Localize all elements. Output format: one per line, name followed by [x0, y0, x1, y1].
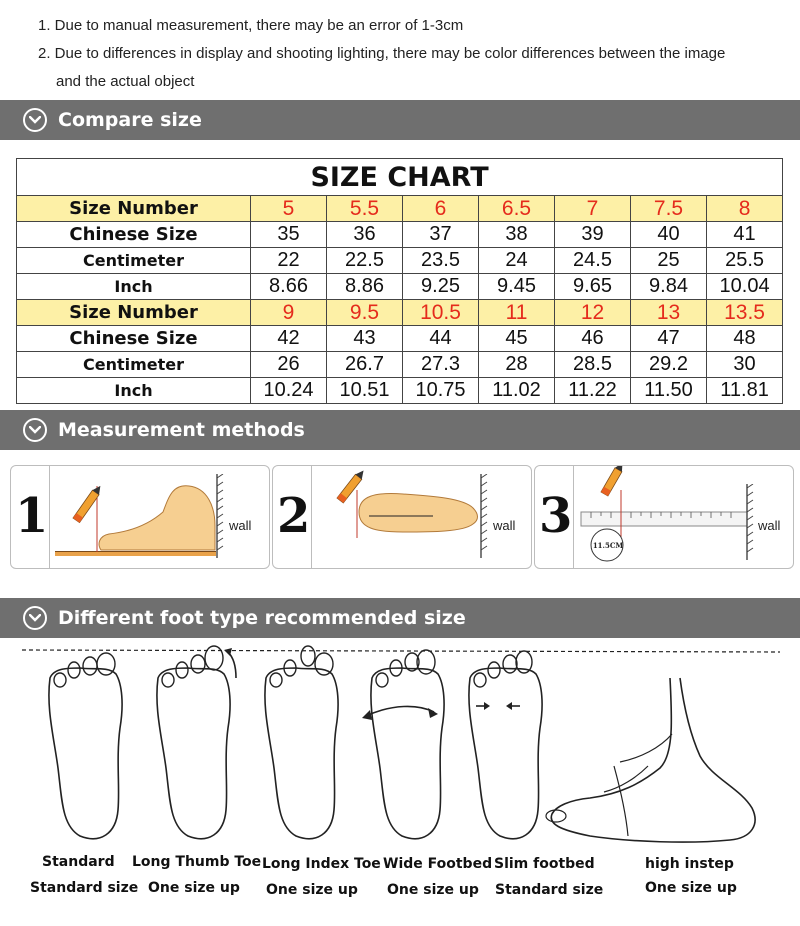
centimeter-cell: 26	[251, 352, 327, 378]
foot-type-recommendation: Standard size	[495, 882, 604, 898]
chinese-size-cell: 41	[707, 222, 783, 248]
foot-type-recommendation: One size up	[266, 882, 358, 898]
inch-cell: 11.50	[631, 378, 707, 404]
step-number: 1	[15, 488, 49, 544]
divider	[311, 466, 312, 568]
size-number-cell: 9.5	[327, 300, 403, 326]
row-label: Size Number	[17, 196, 251, 222]
foot-type-recommendation: One size up	[148, 880, 240, 896]
size-number-cell: 10.5	[403, 300, 479, 326]
centimeter-cell: 24.5	[555, 248, 631, 274]
measurement-step-1	[10, 465, 270, 569]
chinese-size-cell: 48	[707, 326, 783, 352]
foot-long-thumb-toe-icon	[157, 646, 236, 839]
size-number-cell: 11	[479, 300, 555, 326]
row-label: Size Number	[17, 300, 251, 326]
measurement-step-3	[534, 465, 794, 569]
foot-type-label: Long Thumb Toe	[132, 854, 262, 870]
notes	[38, 12, 788, 96]
chinese-size-cell: 46	[555, 326, 631, 352]
inch-cell: 10.04	[707, 274, 783, 300]
row-label: Inch	[17, 274, 251, 300]
table-row	[17, 378, 783, 404]
foot-type-recommendation: One size up	[645, 880, 737, 896]
foot-type-label: Long Index Toe	[262, 856, 381, 872]
table-row	[17, 300, 783, 326]
chevron-down-icon	[23, 418, 47, 442]
wall-label: wall	[229, 518, 252, 533]
row-label: Chinese Size	[17, 222, 251, 248]
row-label: Centimeter	[17, 248, 251, 274]
foot-long-index-toe-icon	[265, 646, 338, 839]
foot-wide-footbed-icon	[362, 650, 444, 839]
wall-label: wall	[493, 518, 516, 533]
table-row	[17, 326, 783, 352]
centimeter-cell: 26.7	[327, 352, 403, 378]
chevron-down-icon	[23, 606, 47, 630]
table-row	[17, 274, 783, 300]
size-number-cell: 9	[251, 300, 327, 326]
inch-cell: 9.84	[631, 274, 707, 300]
size-number-cell: 5	[251, 196, 327, 222]
foot-type-label: Slim footbed	[494, 856, 595, 872]
foot-type-label: Wide Footbed	[383, 856, 493, 872]
size-number-cell: 12	[555, 300, 631, 326]
foot-side-view-icon	[51, 466, 221, 568]
size-chart-title: SIZE CHART	[17, 159, 783, 196]
divider	[49, 466, 50, 568]
chinese-size-cell: 43	[327, 326, 403, 352]
size-number-cell: 8	[707, 196, 783, 222]
foot-type-recommendation: Standard size	[30, 880, 139, 896]
inch-cell: 9.65	[555, 274, 631, 300]
note-2: 2. Due to differences in display and shooting lighting, there may be color differences between the image	[38, 45, 726, 62]
ruler-icon	[575, 466, 751, 568]
chinese-size-cell: 42	[251, 326, 327, 352]
wall-hatch	[745, 484, 755, 560]
centimeter-cell: 28.5	[555, 352, 631, 378]
centimeter-cell: 23.5	[403, 248, 479, 274]
size-number-cell: 6	[403, 196, 479, 222]
inch-cell: 8.86	[327, 274, 403, 300]
size-number-cell: 13	[631, 300, 707, 326]
centimeter-cell: 29.2	[631, 352, 707, 378]
wall-hatch	[479, 474, 489, 558]
size-number-cell: 6.5	[479, 196, 555, 222]
chinese-size-cell: 36	[327, 222, 403, 248]
foot-high-instep-icon	[546, 678, 755, 842]
chinese-size-cell: 37	[403, 222, 479, 248]
chinese-size-cell: 47	[631, 326, 707, 352]
size-number-cell: 7.5	[631, 196, 707, 222]
measurement-step-2	[272, 465, 532, 569]
centimeter-cell: 28	[479, 352, 555, 378]
step-number: 3	[539, 488, 573, 544]
centimeter-cell: 27.3	[403, 352, 479, 378]
chinese-size-cell: 44	[403, 326, 479, 352]
table-row	[17, 248, 783, 274]
table-row	[17, 352, 783, 378]
foot-type-recommendation: One size up	[387, 882, 479, 898]
inch-cell: 11.22	[555, 378, 631, 404]
chinese-size-cell: 45	[479, 326, 555, 352]
inch-cell: 9.45	[479, 274, 555, 300]
section-title: Measurement methods	[58, 419, 305, 441]
centimeter-cell: 22.5	[327, 248, 403, 274]
size-number-cell: 13.5	[707, 300, 783, 326]
chinese-size-cell: 40	[631, 222, 707, 248]
note-2-continued: and the actual object	[56, 73, 195, 90]
centimeter-cell: 25.5	[707, 248, 783, 274]
note-1: 1. Due to manual measurement, there may be an error of 1-3cm	[38, 17, 464, 34]
section-title: Compare size	[58, 109, 202, 131]
inch-cell: 10.75	[403, 378, 479, 404]
measurement-methods-banner	[0, 410, 800, 450]
centimeter-cell: 30	[707, 352, 783, 378]
table-row	[17, 222, 783, 248]
step-number: 2	[277, 488, 311, 544]
inch-cell: 10.51	[327, 378, 403, 404]
foot-top-view-icon	[313, 466, 483, 568]
chinese-size-cell: 38	[479, 222, 555, 248]
wall-label: wall	[758, 518, 781, 533]
compare-size-banner	[0, 100, 800, 140]
row-label: Inch	[17, 378, 251, 404]
size-number-cell: 5.5	[327, 196, 403, 222]
centimeter-cell: 22	[251, 248, 327, 274]
chevron-down-icon	[23, 108, 47, 132]
inch-cell: 10.24	[251, 378, 327, 404]
foot-type-label: Standard	[42, 854, 115, 870]
chinese-size-cell: 35	[251, 222, 327, 248]
wall-hatch	[215, 474, 225, 558]
centimeter-cell: 25	[631, 248, 707, 274]
centimeter-cell: 24	[479, 248, 555, 274]
foot-type-banner	[0, 598, 800, 638]
size-chart-table	[16, 158, 783, 404]
inch-cell: 8.66	[251, 274, 327, 300]
inch-cell: 11.02	[479, 378, 555, 404]
inch-cell: 9.25	[403, 274, 479, 300]
row-label: Chinese Size	[17, 326, 251, 352]
ruler-note: 11.5CM	[592, 541, 624, 550]
section-title: Different foot type recommended size	[58, 607, 466, 629]
chinese-size-cell: 39	[555, 222, 631, 248]
foot-type-illustrations	[0, 638, 800, 858]
size-number-cell: 7	[555, 196, 631, 222]
inch-cell: 11.81	[707, 378, 783, 404]
table-row	[17, 196, 783, 222]
foot-type-label: high instep	[645, 856, 734, 872]
foot-slim-footbed-icon	[469, 651, 542, 839]
row-label: Centimeter	[17, 352, 251, 378]
divider	[573, 466, 574, 568]
foot-standard-icon	[49, 653, 122, 839]
